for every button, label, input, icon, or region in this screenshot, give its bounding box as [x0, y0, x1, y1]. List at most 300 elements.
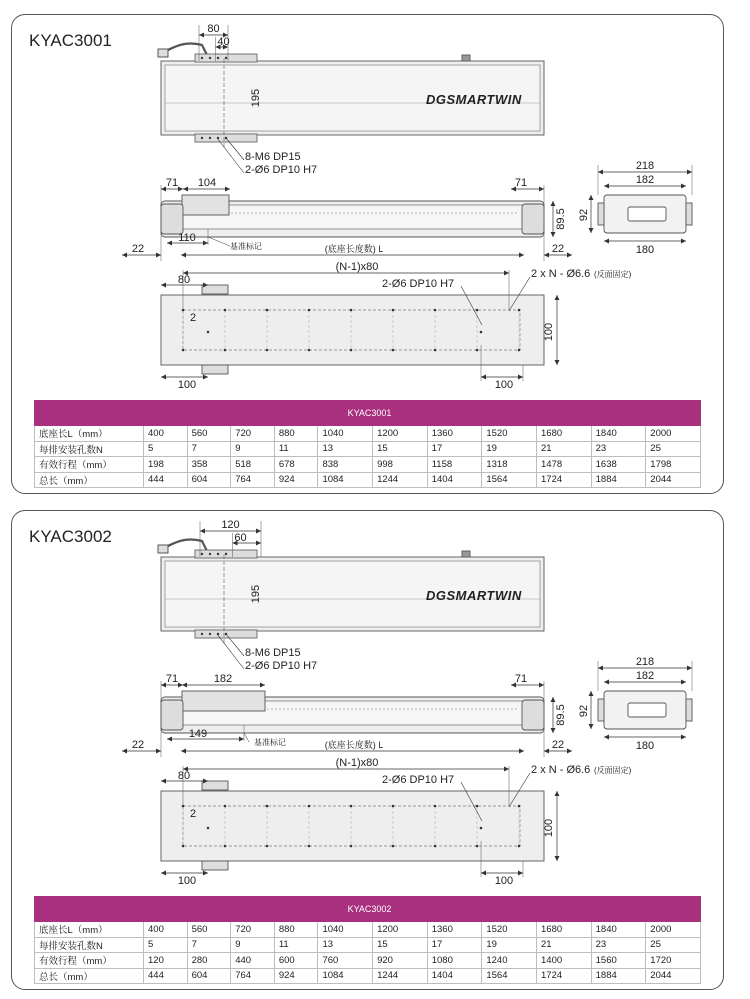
mount-hole: [266, 845, 269, 848]
side-view: [122, 673, 572, 757]
dim-label: 22: [551, 739, 565, 751]
mount-hole: [434, 349, 437, 352]
dim-side-length-arrow: [519, 749, 524, 754]
dim-label: 89.5: [555, 208, 567, 230]
mount-hole: [392, 349, 395, 352]
dim-end-height-arrow: [589, 724, 594, 729]
bottom-view: [161, 261, 632, 391]
end-window: [628, 703, 666, 717]
table-cell: 880: [274, 426, 318, 442]
bottom-tab-bottom: [202, 365, 228, 374]
dim-side-length-arrow: [181, 253, 186, 258]
mount-hole: [308, 805, 311, 808]
table-cell: 2044: [646, 472, 701, 488]
mount-hole: [224, 805, 227, 808]
mount-hole: [224, 309, 227, 312]
dim-label: 2: [189, 808, 197, 820]
dim-top-half-arrow: [256, 541, 261, 546]
brand-logo: DGSMARTWIN: [426, 588, 522, 603]
table-cell: 760: [318, 953, 373, 969]
dim-side-carriage-arrow: [225, 187, 230, 192]
table-cell: 13: [318, 937, 373, 953]
table-cell: 444: [144, 968, 188, 984]
table-cell: 15: [373, 937, 428, 953]
table-cell: 1680: [537, 426, 592, 442]
table-cell: 400: [144, 922, 188, 938]
table-row: [35, 968, 701, 984]
mount-hole: [518, 805, 521, 808]
dim-label: 218: [635, 160, 655, 172]
dim-end-inner-arrow: [604, 184, 609, 189]
row-label: 每排安装孔数N: [35, 441, 144, 457]
mount-hole: [266, 805, 269, 808]
spec-table: [34, 400, 701, 488]
dim-label: 22: [131, 243, 145, 255]
length-note: (底座长度数) L: [324, 740, 384, 750]
end-flange-right: [686, 699, 692, 721]
mount-hole: [434, 805, 437, 808]
mount-hole: [350, 309, 353, 312]
dim-bottom-left-pin-arrow: [203, 871, 208, 876]
mount-hole: [434, 845, 437, 848]
dim-label: 92: [578, 704, 590, 718]
table-cell: 1840: [591, 426, 646, 442]
dim-label: 71: [514, 177, 528, 189]
cable-icon: [162, 43, 207, 55]
dim-label: 71: [165, 673, 179, 685]
dim-label: (N-1)x80: [335, 261, 379, 273]
bottom-body: [161, 295, 544, 365]
dim-label: 100: [177, 875, 197, 887]
hole-marker: [217, 57, 219, 59]
row-label: 有效行程（mm）: [35, 457, 144, 473]
dim-end-inner-arrow: [681, 184, 686, 189]
row-label: 每排安装孔数N: [35, 937, 144, 953]
dim-bottom-right-pin-arrow: [481, 375, 486, 380]
dim-side-mark-arrow: [167, 241, 172, 246]
side-carriage: [182, 195, 229, 215]
side-rail: [181, 205, 524, 229]
table-header-row: [35, 401, 701, 426]
dim-label: 182: [635, 174, 655, 186]
hole-marker: [225, 553, 227, 555]
table-cell: 1040: [318, 922, 373, 938]
hole-marker: [201, 553, 203, 555]
table-cell: 1200: [373, 426, 428, 442]
model-title: KYAC3001: [29, 31, 112, 50]
table-cell: 1404: [427, 968, 482, 984]
side-view: [122, 177, 572, 261]
end-view: [578, 656, 692, 752]
table-cell: 23: [591, 441, 646, 457]
dim-label: 60: [234, 532, 247, 544]
dim-side-right-overhang-arrow: [567, 253, 572, 258]
dim-bottom-right-pin-arrow: [518, 375, 523, 380]
table-cell: 720: [231, 922, 275, 938]
row-label: 底座长L（mm）: [35, 426, 144, 442]
dim-end-width-arrow: [687, 170, 692, 175]
table-row: [35, 922, 701, 938]
hole-note: 2-Ø6 DP10 H7: [245, 660, 318, 672]
row-label: 总长（mm）: [35, 968, 144, 984]
table-cell: 358: [187, 457, 231, 473]
dim-end-base-arrow: [681, 239, 686, 244]
hole-note: (反面固定): [594, 270, 632, 279]
table-row: [35, 426, 701, 442]
table-cell: 19: [482, 441, 537, 457]
table-cell: 764: [231, 472, 275, 488]
table-cell: 7: [187, 937, 231, 953]
dim-label: 100: [494, 875, 514, 887]
product-panel: [11, 510, 724, 990]
bottom-body: [161, 791, 544, 861]
table-cell: 120: [144, 953, 188, 969]
table-row: [35, 937, 701, 953]
mount-hole: [308, 845, 311, 848]
dim-label: 22: [131, 739, 145, 751]
table-cell: 1240: [482, 953, 537, 969]
table-cell: 1680: [537, 922, 592, 938]
hole-marker: [201, 57, 203, 59]
table-cell: 880: [274, 922, 318, 938]
table-cell: 998: [373, 457, 428, 473]
table-cell: 1884: [591, 472, 646, 488]
table-header-row: [35, 897, 701, 922]
dim-top-width-arrow: [256, 529, 261, 534]
table-cell: 2044: [646, 968, 701, 984]
connector-icon: [158, 49, 168, 57]
motor-end: [161, 204, 183, 234]
table-row: [35, 441, 701, 457]
dim-label: 2: [189, 312, 197, 324]
dim-side-right-overhang-arrow: [544, 253, 549, 258]
idle-end: [522, 700, 544, 730]
hole-marker: [209, 633, 211, 635]
dim-label: 195: [250, 584, 262, 604]
table-cell: 21: [537, 937, 592, 953]
table-cell: 1560: [591, 953, 646, 969]
end-view: [578, 160, 692, 256]
dim-label: 40: [217, 36, 230, 48]
table-cell: 2000: [646, 426, 701, 442]
table-cell: 1318: [482, 457, 537, 473]
table-row: [35, 457, 701, 473]
sensor-icon: [462, 551, 470, 557]
table-cell: 518: [231, 457, 275, 473]
row-label: 总长（mm）: [35, 472, 144, 488]
dim-side-length-arrow: [181, 749, 186, 754]
table-cell: 1244: [373, 968, 428, 984]
dim-side-left-overhang-arrow: [122, 749, 127, 754]
dim-end-width-arrow: [598, 170, 603, 175]
table-cell: 9: [231, 937, 275, 953]
pin-hole: [207, 827, 210, 830]
table-cell: 720: [231, 426, 275, 442]
table-cell: 5: [144, 937, 188, 953]
dim-bottom-left-pin-arrow: [161, 375, 166, 380]
dim-end-height-arrow: [589, 195, 594, 200]
dim-side-right-overhang-arrow: [544, 749, 549, 754]
table-cell: 1360: [427, 922, 482, 938]
dim-end-inner-arrow: [604, 680, 609, 685]
end-flange-right: [686, 203, 692, 225]
dim-side-right-end-arrow: [539, 683, 544, 688]
table-cell: 1158: [427, 457, 482, 473]
dim-label: 100: [177, 379, 197, 391]
technical-drawing: [12, 15, 723, 400]
dim-label: 22: [551, 243, 565, 255]
leader-line: [208, 237, 230, 246]
dim-label: 149: [188, 728, 208, 740]
dim-end-width-arrow: [598, 666, 603, 671]
top-view: [158, 23, 544, 176]
table-cell: 1520: [482, 426, 537, 442]
dim-bottom-pitch-arrow: [504, 767, 509, 772]
end-window: [628, 207, 666, 221]
dim-side-left-overhang-arrow: [156, 253, 161, 258]
table-cell: 444: [144, 472, 188, 488]
idle-end: [522, 204, 544, 234]
table-cell: 1400: [537, 953, 592, 969]
dim-side-left-overhang-arrow: [156, 749, 161, 754]
spec-table: [34, 896, 701, 984]
bottom-view: [161, 757, 632, 887]
dim-side-carriage-arrow: [183, 187, 188, 192]
mount-hole: [350, 845, 353, 848]
bottom-tab-top: [202, 781, 228, 790]
mount-hole: [308, 309, 311, 312]
table-cell: 17: [427, 441, 482, 457]
dim-label: 195: [250, 88, 262, 108]
mount-hole: [266, 349, 269, 352]
table-cell: 924: [274, 472, 318, 488]
hole-note: 2-Ø6 DP10 H7: [382, 774, 455, 786]
top-view: [158, 519, 544, 672]
dim-label: 218: [635, 656, 655, 668]
hole-marker: [217, 553, 219, 555]
table-cell: 1478: [537, 457, 592, 473]
table-cell: 400: [144, 426, 188, 442]
table-cell: 7: [187, 441, 231, 457]
hole-note: (反面固定): [594, 766, 632, 775]
table-cell: 5: [144, 441, 188, 457]
table-cell: 1404: [427, 472, 482, 488]
table-cell: 2000: [646, 922, 701, 938]
table-cell: 25: [646, 441, 701, 457]
table-cell: 11: [274, 937, 318, 953]
dim-bottom-right-pin-arrow: [518, 871, 523, 876]
dim-side-height-arrow: [551, 201, 556, 206]
mount-hole: [392, 805, 395, 808]
motor-end: [161, 700, 183, 730]
table-cell: 1564: [482, 968, 537, 984]
bottom-tab-bottom: [202, 861, 228, 870]
dim-label: 89.5: [555, 704, 567, 726]
mount-hole: [350, 349, 353, 352]
dim-end-width-arrow: [687, 666, 692, 671]
hole-marker: [201, 633, 203, 635]
dim-side-mark-arrow: [203, 241, 208, 246]
table-cell: 1200: [373, 922, 428, 938]
dim-side-mark-arrow: [239, 737, 244, 742]
hole-marker: [209, 137, 211, 139]
dim-side-carriage-arrow: [182, 683, 187, 688]
dim-end-base-arrow: [681, 735, 686, 740]
dim-label: 80: [207, 23, 220, 35]
table-cell: 1884: [591, 968, 646, 984]
mount-hole: [350, 805, 353, 808]
table-cell: 764: [231, 968, 275, 984]
dim-side-length-arrow: [519, 253, 524, 258]
table-cell: 19: [482, 937, 537, 953]
dim-label: 80: [177, 770, 191, 782]
table-cell: 560: [187, 922, 231, 938]
mount-hole: [434, 309, 437, 312]
dim-label: 71: [514, 673, 528, 685]
dim-label: (N-1)x80: [335, 757, 379, 769]
table-row: [35, 953, 701, 969]
hole-marker: [225, 57, 227, 59]
mark-note: 基准标记: [230, 242, 262, 251]
table-cell: 1080: [427, 953, 482, 969]
dim-label: 71: [165, 177, 179, 189]
hole-note: 8-M6 DP15: [245, 647, 301, 659]
hole-note: 2-Ø6 DP10 H7: [245, 164, 318, 176]
mount-hole: [476, 349, 479, 352]
hole-marker: [201, 137, 203, 139]
dim-label: 80: [177, 274, 191, 286]
sensor-icon: [462, 55, 470, 61]
dim-bottom-height-arrow: [555, 295, 560, 300]
table-cell: 1840: [591, 922, 646, 938]
table-cell: 1084: [318, 968, 373, 984]
brand-logo: DGSMARTWIN: [426, 92, 522, 107]
mount-hole: [518, 309, 521, 312]
dim-side-height-arrow: [551, 697, 556, 702]
dim-label: 110: [178, 232, 196, 244]
table-cell: 1520: [482, 922, 537, 938]
mount-hole: [182, 845, 185, 848]
leader-line: [244, 733, 249, 742]
table-cell: 11: [274, 441, 318, 457]
dim-side-carriage-arrow: [260, 683, 265, 688]
table-cell: 198: [144, 457, 188, 473]
mount-hole: [476, 309, 479, 312]
dim-end-height-arrow: [589, 691, 594, 696]
table-cell: 440: [231, 953, 275, 969]
dim-side-left-overhang-arrow: [122, 253, 127, 258]
length-note: (底座长度数) L: [324, 244, 384, 254]
hole-note: 8-M6 DP15: [245, 151, 301, 163]
row-label: 有效行程（mm）: [35, 953, 144, 969]
table-cell: 600: [274, 953, 318, 969]
mount-hole: [224, 349, 227, 352]
dim-label: 92: [578, 208, 590, 222]
bottom-tab-top: [202, 285, 228, 294]
mount-hole: [476, 805, 479, 808]
dim-label: 120: [221, 519, 240, 531]
table-cell: 1638: [591, 457, 646, 473]
row-label: 底座长L（mm）: [35, 922, 144, 938]
table-cell: 9: [231, 441, 275, 457]
connector-icon: [158, 545, 168, 553]
dim-label: 182: [635, 670, 655, 682]
table-cell: 924: [274, 968, 318, 984]
table-cell: 920: [373, 953, 428, 969]
dim-side-height-arrow: [551, 728, 556, 733]
dim-label: 104: [197, 177, 217, 189]
table-cell: 1724: [537, 968, 592, 984]
dim-bottom-left-pin-arrow: [203, 375, 208, 380]
dim-bottom-first-arrow: [161, 779, 166, 784]
product-panel: [11, 14, 724, 494]
dim-label: 180: [635, 244, 655, 256]
table-cell: 17: [427, 937, 482, 953]
dim-end-height-arrow: [589, 228, 594, 233]
dim-side-right-overhang-arrow: [567, 749, 572, 754]
table-cell: 1724: [537, 472, 592, 488]
hole-note: 2 x N - Ø6.6: [531, 764, 591, 776]
table-cell: 23: [591, 937, 646, 953]
hole-note: 2-Ø6 DP10 H7: [382, 278, 455, 290]
mount-hole: [392, 309, 395, 312]
table-row: [35, 472, 701, 488]
dim-bottom-height-arrow: [555, 360, 560, 365]
dim-bottom-pitch-arrow: [504, 271, 509, 276]
table-header: KYAC3001: [35, 401, 701, 426]
mount-hole: [518, 349, 521, 352]
table-header: KYAC3002: [35, 897, 701, 922]
dim-end-base-arrow: [604, 735, 609, 740]
table-cell: 13: [318, 441, 373, 457]
table-cell: 21: [537, 441, 592, 457]
dim-label: 180: [635, 740, 655, 752]
mount-hole: [476, 845, 479, 848]
hole-note: 2 x N - Ø6.6: [531, 268, 591, 280]
hole-marker: [209, 553, 211, 555]
dim-top-width-arrow: [200, 529, 205, 534]
end-flange-left: [598, 699, 604, 721]
mount-hole: [518, 845, 521, 848]
dim-label: 182: [213, 673, 233, 685]
dim-side-left-end-arrow: [178, 187, 183, 192]
dim-side-mark-arrow: [167, 737, 172, 742]
pin-hole: [480, 331, 483, 334]
dim-bottom-right-pin-arrow: [481, 871, 486, 876]
dim-top-width-arrow: [199, 33, 204, 38]
table-cell: 1040: [318, 426, 373, 442]
dim-bottom-height-arrow: [555, 791, 560, 796]
pin-hole: [207, 331, 210, 334]
table-cell: 1798: [646, 457, 701, 473]
table-cell: 15: [373, 441, 428, 457]
dim-end-base-arrow: [604, 239, 609, 244]
mount-hole: [266, 309, 269, 312]
dim-bottom-first-arrow: [161, 283, 166, 288]
dim-label: 100: [543, 818, 555, 838]
pin-hole: [480, 827, 483, 830]
hole-marker: [209, 57, 211, 59]
end-flange-left: [598, 203, 604, 225]
dim-side-height-arrow: [551, 232, 556, 237]
dim-bottom-left-pin-arrow: [161, 871, 166, 876]
table-cell: 1084: [318, 472, 373, 488]
mark-note: 基准标记: [254, 738, 286, 747]
table-cell: 560: [187, 426, 231, 442]
table-cell: 25: [646, 937, 701, 953]
dim-end-inner-arrow: [681, 680, 686, 685]
dim-label: 100: [494, 379, 514, 391]
